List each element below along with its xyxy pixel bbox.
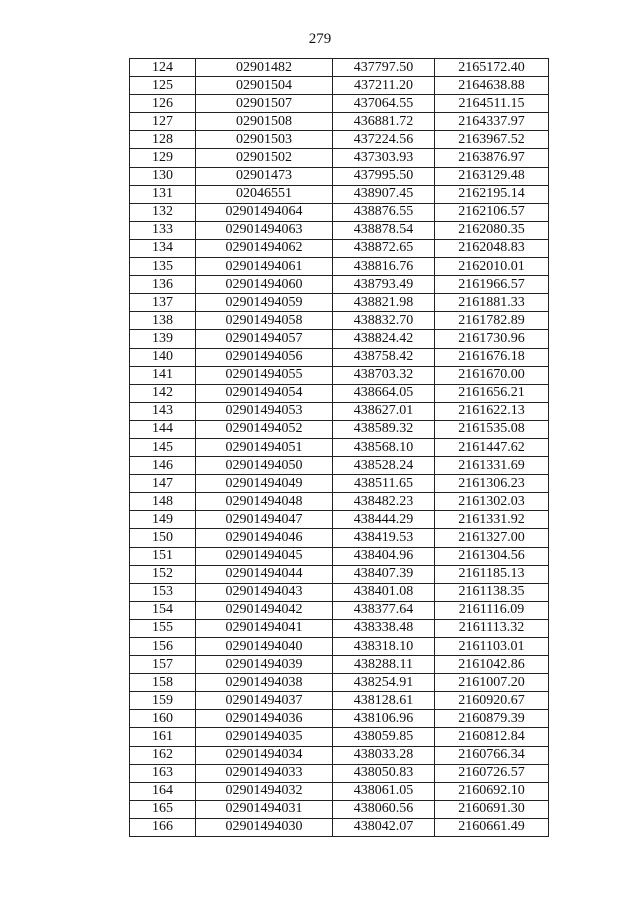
table-row: [130, 131, 549, 149]
x-coordinate-cell: 438876.55: [333, 203, 435, 221]
point-id-cell: 02901494039: [196, 656, 333, 674]
point-id-cell: 02901494044: [196, 565, 333, 583]
x-coordinate-cell: 438703.32: [333, 366, 435, 384]
x-coordinate-cell: 438059.85: [333, 728, 435, 746]
point-number-cell: 135: [130, 258, 196, 276]
point-number-cell: 143: [130, 402, 196, 420]
point-id-cell: 02901494030: [196, 818, 333, 836]
table-row: [130, 59, 549, 77]
point-id-cell: 02901494056: [196, 348, 333, 366]
table-row: [130, 583, 549, 601]
x-coordinate-cell: 438627.01: [333, 402, 435, 420]
point-id-cell: 02901494046: [196, 529, 333, 547]
y-coordinate-cell: 2160812.84: [435, 728, 549, 746]
point-number-cell: 148: [130, 493, 196, 511]
y-coordinate-cell: 2161042.86: [435, 656, 549, 674]
table-row: [130, 330, 549, 348]
table-row: [130, 529, 549, 547]
y-coordinate-cell: 2161103.01: [435, 638, 549, 656]
point-number-cell: 127: [130, 113, 196, 131]
x-coordinate-cell: 438254.91: [333, 674, 435, 692]
point-number-cell: 128: [130, 131, 196, 149]
x-coordinate-cell: 438907.45: [333, 185, 435, 203]
point-number-cell: 125: [130, 77, 196, 95]
x-coordinate-cell: 438664.05: [333, 384, 435, 402]
point-id-cell: 02901494045: [196, 547, 333, 565]
point-id-cell: 02901494051: [196, 438, 333, 456]
y-coordinate-cell: 2160879.39: [435, 710, 549, 728]
x-coordinate-cell: 438033.28: [333, 746, 435, 764]
y-coordinate-cell: 2161327.00: [435, 529, 549, 547]
point-number-cell: 140: [130, 348, 196, 366]
y-coordinate-cell: 2161306.23: [435, 475, 549, 493]
x-coordinate-cell: 437064.55: [333, 95, 435, 113]
point-number-cell: 126: [130, 95, 196, 113]
point-number-cell: 153: [130, 583, 196, 601]
point-id-cell: 02901494034: [196, 746, 333, 764]
x-coordinate-cell: 438377.64: [333, 601, 435, 619]
point-number-cell: 154: [130, 601, 196, 619]
point-number-cell: 131: [130, 185, 196, 203]
y-coordinate-cell: 2160661.49: [435, 818, 549, 836]
point-number-cell: 124: [130, 59, 196, 77]
point-number-cell: 133: [130, 221, 196, 239]
point-id-cell: 02901504: [196, 77, 333, 95]
y-coordinate-cell: 2162010.01: [435, 258, 549, 276]
point-id-cell: 02901494035: [196, 728, 333, 746]
point-number-cell: 155: [130, 619, 196, 637]
point-id-cell: 02901494052: [196, 420, 333, 438]
x-coordinate-cell: 437224.56: [333, 131, 435, 149]
x-coordinate-cell: 437303.93: [333, 149, 435, 167]
x-coordinate-cell: 438401.08: [333, 583, 435, 601]
y-coordinate-cell: 2161782.89: [435, 312, 549, 330]
point-number-cell: 145: [130, 438, 196, 456]
table-row: [130, 402, 549, 420]
x-coordinate-cell: 437995.50: [333, 167, 435, 185]
point-number-cell: 136: [130, 276, 196, 294]
point-number-cell: 152: [130, 565, 196, 583]
point-id-cell: 02901503: [196, 131, 333, 149]
y-coordinate-cell: 2161304.56: [435, 547, 549, 565]
point-id-cell: 02901494047: [196, 511, 333, 529]
x-coordinate-cell: 438872.65: [333, 239, 435, 257]
y-coordinate-cell: 2162080.35: [435, 221, 549, 239]
point-id-cell: 02901508: [196, 113, 333, 131]
point-number-cell: 150: [130, 529, 196, 547]
y-coordinate-cell: 2161331.69: [435, 457, 549, 475]
table-row: [130, 95, 549, 113]
y-coordinate-cell: 2160726.57: [435, 764, 549, 782]
x-coordinate-cell: 438060.56: [333, 800, 435, 818]
table-row: [130, 818, 549, 836]
y-coordinate-cell: 2161138.35: [435, 583, 549, 601]
table-row: [130, 547, 549, 565]
table-row: [130, 366, 549, 384]
point-id-cell: 02901494055: [196, 366, 333, 384]
point-number-cell: 149: [130, 511, 196, 529]
point-id-cell: 02901494058: [196, 312, 333, 330]
y-coordinate-cell: 2163129.48: [435, 167, 549, 185]
table-row: [130, 77, 549, 95]
page-number: 279: [308, 31, 332, 47]
y-coordinate-cell: 2161670.00: [435, 366, 549, 384]
x-coordinate-cell: 438338.48: [333, 619, 435, 637]
y-coordinate-cell: 2160692.10: [435, 782, 549, 800]
point-number-cell: 157: [130, 656, 196, 674]
y-coordinate-cell: 2164638.88: [435, 77, 549, 95]
table-row: [130, 692, 549, 710]
point-id-cell: 02901494032: [196, 782, 333, 800]
table-row: [130, 258, 549, 276]
y-coordinate-cell: 2162195.14: [435, 185, 549, 203]
y-coordinate-cell: 2160766.34: [435, 746, 549, 764]
point-id-cell: 02901494038: [196, 674, 333, 692]
y-coordinate-cell: 2164337.97: [435, 113, 549, 131]
x-coordinate-cell: 438318.10: [333, 638, 435, 656]
point-number-cell: 158: [130, 674, 196, 692]
point-number-cell: 130: [130, 167, 196, 185]
x-coordinate-cell: 438407.39: [333, 565, 435, 583]
table-row: [130, 221, 549, 239]
point-id-cell: 02901494048: [196, 493, 333, 511]
table-row: [130, 656, 549, 674]
table-row: [130, 511, 549, 529]
coordinates-table-body: [130, 59, 549, 837]
x-coordinate-cell: 438816.76: [333, 258, 435, 276]
x-coordinate-cell: 438128.61: [333, 692, 435, 710]
table-row: [130, 800, 549, 818]
point-id-cell: 02901473: [196, 167, 333, 185]
table-row: [130, 710, 549, 728]
y-coordinate-cell: 2163967.52: [435, 131, 549, 149]
point-number-cell: 132: [130, 203, 196, 221]
x-coordinate-cell: 438444.29: [333, 511, 435, 529]
x-coordinate-cell: 438419.53: [333, 529, 435, 547]
point-id-cell: 02901494060: [196, 276, 333, 294]
point-id-cell: 02901494063: [196, 221, 333, 239]
x-coordinate-cell: 438832.70: [333, 312, 435, 330]
point-number-cell: 129: [130, 149, 196, 167]
point-number-cell: 139: [130, 330, 196, 348]
point-id-cell: 02901494054: [196, 384, 333, 402]
x-coordinate-cell: 438288.11: [333, 656, 435, 674]
x-coordinate-cell: 438793.49: [333, 276, 435, 294]
y-coordinate-cell: 2161881.33: [435, 294, 549, 312]
point-id-cell: 02901494037: [196, 692, 333, 710]
point-id-cell: 02901494057: [196, 330, 333, 348]
point-number-cell: 147: [130, 475, 196, 493]
point-number-cell: 142: [130, 384, 196, 402]
y-coordinate-cell: 2162106.57: [435, 203, 549, 221]
y-coordinate-cell: 2161116.09: [435, 601, 549, 619]
y-coordinate-cell: 2163876.97: [435, 149, 549, 167]
point-number-cell: 146: [130, 457, 196, 475]
point-id-cell: 02901494062: [196, 239, 333, 257]
y-coordinate-cell: 2164511.15: [435, 95, 549, 113]
point-id-cell: 02901482: [196, 59, 333, 77]
table-row: [130, 619, 549, 637]
table-row: [130, 113, 549, 131]
table-row: [130, 746, 549, 764]
point-id-cell: 02901494061: [196, 258, 333, 276]
x-coordinate-cell: 438824.42: [333, 330, 435, 348]
y-coordinate-cell: 2160920.67: [435, 692, 549, 710]
x-coordinate-cell: 437797.50: [333, 59, 435, 77]
table-row: [130, 312, 549, 330]
x-coordinate-cell: 436881.72: [333, 113, 435, 131]
point-number-cell: 141: [130, 366, 196, 384]
y-coordinate-cell: 2161007.20: [435, 674, 549, 692]
table-row: [130, 638, 549, 656]
table-row: [130, 457, 549, 475]
y-coordinate-cell: 2161535.08: [435, 420, 549, 438]
x-coordinate-cell: 438404.96: [333, 547, 435, 565]
point-number-cell: 166: [130, 818, 196, 836]
table-row: [130, 149, 549, 167]
point-id-cell: 02046551: [196, 185, 333, 203]
y-coordinate-cell: 2162048.83: [435, 239, 549, 257]
point-id-cell: 02901494053: [196, 402, 333, 420]
y-coordinate-cell: 2161447.62: [435, 438, 549, 456]
table-row: [130, 601, 549, 619]
y-coordinate-cell: 2161730.96: [435, 330, 549, 348]
x-coordinate-cell: 438482.23: [333, 493, 435, 511]
table-row: [130, 493, 549, 511]
x-coordinate-cell: 438528.24: [333, 457, 435, 475]
point-id-cell: 02901507: [196, 95, 333, 113]
x-coordinate-cell: 438758.42: [333, 348, 435, 366]
table-row: [130, 420, 549, 438]
table-row: [130, 674, 549, 692]
point-id-cell: 02901494042: [196, 601, 333, 619]
table-row: [130, 782, 549, 800]
table-row: [130, 384, 549, 402]
y-coordinate-cell: 2161966.57: [435, 276, 549, 294]
point-number-cell: 165: [130, 800, 196, 818]
point-number-cell: 138: [130, 312, 196, 330]
point-id-cell: 02901494050: [196, 457, 333, 475]
y-coordinate-cell: 2165172.40: [435, 59, 549, 77]
point-number-cell: 137: [130, 294, 196, 312]
point-number-cell: 162: [130, 746, 196, 764]
table-row: [130, 185, 549, 203]
x-coordinate-cell: 438511.65: [333, 475, 435, 493]
point-number-cell: 134: [130, 239, 196, 257]
point-number-cell: 163: [130, 764, 196, 782]
point-id-cell: 02901494033: [196, 764, 333, 782]
y-coordinate-cell: 2161185.13: [435, 565, 549, 583]
point-id-cell: 02901494043: [196, 583, 333, 601]
x-coordinate-cell: 438568.10: [333, 438, 435, 456]
x-coordinate-cell: 438042.07: [333, 818, 435, 836]
y-coordinate-cell: 2161113.32: [435, 619, 549, 637]
point-id-cell: 02901502: [196, 149, 333, 167]
table-row: [130, 167, 549, 185]
x-coordinate-cell: 438061.05: [333, 782, 435, 800]
point-number-cell: 156: [130, 638, 196, 656]
x-coordinate-cell: 438050.83: [333, 764, 435, 782]
x-coordinate-cell: 438106.96: [333, 710, 435, 728]
y-coordinate-cell: 2161676.18: [435, 348, 549, 366]
point-number-cell: 144: [130, 420, 196, 438]
table-row: [130, 348, 549, 366]
table-row: [130, 475, 549, 493]
table-row: [130, 438, 549, 456]
y-coordinate-cell: 2161656.21: [435, 384, 549, 402]
table-row: [130, 239, 549, 257]
point-id-cell: 02901494059: [196, 294, 333, 312]
point-number-cell: 160: [130, 710, 196, 728]
y-coordinate-cell: 2161622.13: [435, 402, 549, 420]
table-row: [130, 764, 549, 782]
point-id-cell: 02901494049: [196, 475, 333, 493]
point-number-cell: 164: [130, 782, 196, 800]
table-row: [130, 203, 549, 221]
point-id-cell: 02901494064: [196, 203, 333, 221]
x-coordinate-cell: 438821.98: [333, 294, 435, 312]
coordinates-table: [129, 58, 549, 837]
point-number-cell: 159: [130, 692, 196, 710]
y-coordinate-cell: 2161331.92: [435, 511, 549, 529]
point-id-cell: 02901494041: [196, 619, 333, 637]
table-row: [130, 728, 549, 746]
point-number-cell: 161: [130, 728, 196, 746]
x-coordinate-cell: 438878.54: [333, 221, 435, 239]
point-id-cell: 02901494031: [196, 800, 333, 818]
point-id-cell: 02901494040: [196, 638, 333, 656]
table-row: [130, 276, 549, 294]
point-id-cell: 02901494036: [196, 710, 333, 728]
x-coordinate-cell: 437211.20: [333, 77, 435, 95]
y-coordinate-cell: 2161302.03: [435, 493, 549, 511]
point-number-cell: 151: [130, 547, 196, 565]
table-row: [130, 294, 549, 312]
x-coordinate-cell: 438589.32: [333, 420, 435, 438]
y-coordinate-cell: 2160691.30: [435, 800, 549, 818]
table-row: [130, 565, 549, 583]
